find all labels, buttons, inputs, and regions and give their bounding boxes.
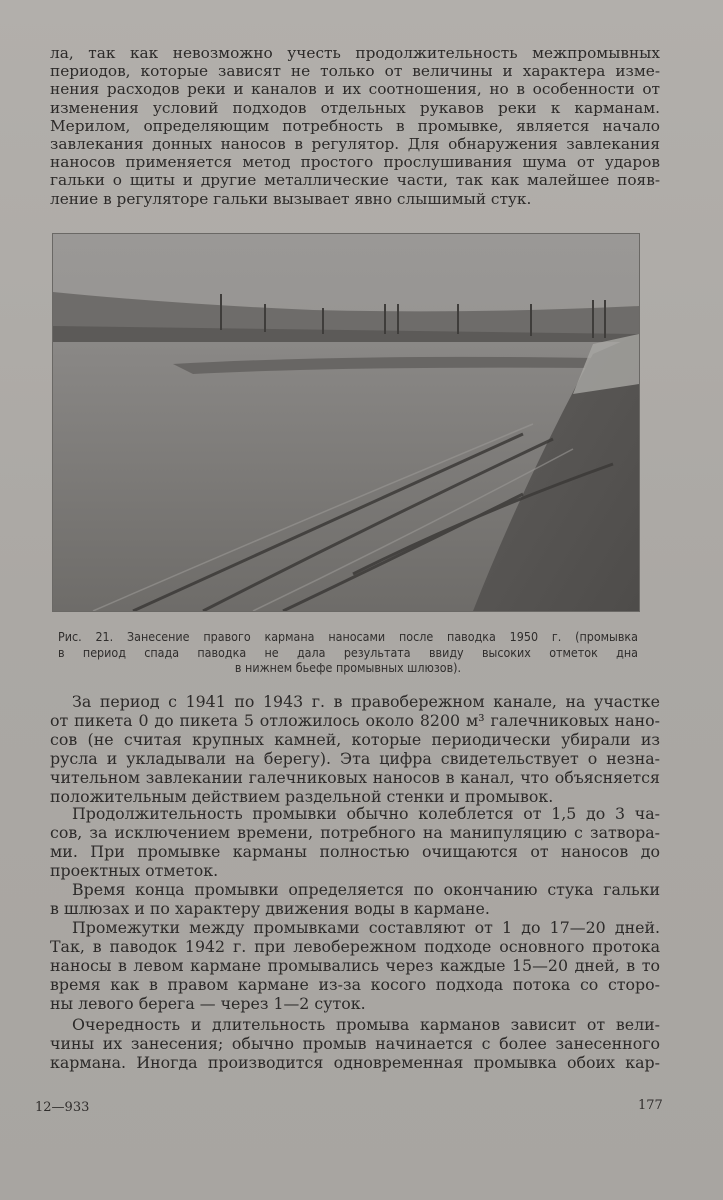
intro-paragraph <box>50 44 660 208</box>
text-line: время как в правом кармане из-за косого подхода потока со сторо- <box>50 975 660 994</box>
text-line: Очередность и длительность промыва карманов зависит от вели- <box>72 1015 660 1034</box>
caption-line: в нижнем бьефе промывных шлюзов). <box>234 660 462 675</box>
signature-mark: 12—933 <box>35 1100 90 1115</box>
text-line: За период с 1941 по 1943 г. в правобережном канале, на участке <box>72 692 660 711</box>
paragraph <box>50 880 660 918</box>
text-line: периодов, которые зависят не только от величины и характера изме- <box>50 62 660 81</box>
paragraph <box>50 804 660 880</box>
paragraph <box>50 918 660 1013</box>
text-line: изменения условий подходов отдельных рукавов реки к карманам. <box>50 98 660 117</box>
text-line: от пикета 0 до пикета 5 отложилось около 8200 м³ галечниковых нано- <box>50 711 660 730</box>
text-line: ла, так как невозможно учесть продолжительность межпромывных <box>50 44 660 62</box>
text-line: сов, за исключением времени, потребного на манипуляцию с затвора- <box>50 823 660 842</box>
text-line: наносы в левом кармане промывались через каждые 15—20 дней, в то <box>50 956 660 975</box>
text-line: чины их занесения; обычно промыв начинается с более занесенного <box>50 1034 660 1053</box>
figure-photo <box>52 233 640 612</box>
text-line: кармана. Иногда производится одновременная промывка обоих кар- <box>50 1053 660 1072</box>
text-line: Мерилом, определяющим потребность в промывке, является начало <box>50 116 660 135</box>
text-line: Промежутки между промывками составляют от 1 до 17—20 дней. <box>72 918 660 937</box>
text-line: завлекания донных наносов в регулятор. Для обнаружения завлекания <box>50 135 660 154</box>
text-line: сов (не считая крупных камней, которые периодически убирали из <box>50 730 660 749</box>
caption-line: Рис. 21. Занесение правого кармана наносами после паводка 1950 г. (промывка <box>58 629 638 644</box>
text-line: проектных отметок. <box>50 861 219 880</box>
caption-line: в период спада паводка не дала результата ввиду высоких отметок дна <box>58 644 638 660</box>
river-photo-image <box>53 234 639 611</box>
text-line: ны левого берега — через 1—2 суток. <box>50 994 366 1013</box>
text-line: в шлюзах и по характеру движения воды в кармане. <box>50 899 490 918</box>
text-line: нения расходов реки и каналов и их соотношения, но в особенности от <box>50 80 660 99</box>
text-line: ми. При промывке карманы полностью очищаются от наносов до <box>50 842 660 861</box>
text-line: положительным действием раздельной стенки и промывок. <box>50 787 554 806</box>
text-line: Так, в паводок 1942 г. при левобережном подходе основного протока <box>50 937 660 956</box>
text-line: Время конца промывки определяется по окончанию стука гальки <box>72 880 660 899</box>
text-line: наносов применяется метод простого прослушивания шума от ударов <box>50 153 660 172</box>
paragraph <box>50 1015 660 1072</box>
text-line: русла и укладывали на берегу). Эта цифра свидетельствует о незна- <box>50 749 660 768</box>
paragraph <box>50 692 660 806</box>
text-line: гальки о щиты и другие металлические части, так как малейшее появ- <box>50 171 660 190</box>
text-line: Продолжительность промывки обычно колеблется от 1,5 до 3 ча- <box>72 804 660 823</box>
figure-caption <box>58 629 638 676</box>
text-line: чительном завлекании галечниковых наносов в канал, что объясняется <box>50 768 660 787</box>
text-line: ление в регуляторе гальки вызывает явно слышимый стук. <box>50 189 532 208</box>
page-number: 177 <box>638 1098 663 1113</box>
